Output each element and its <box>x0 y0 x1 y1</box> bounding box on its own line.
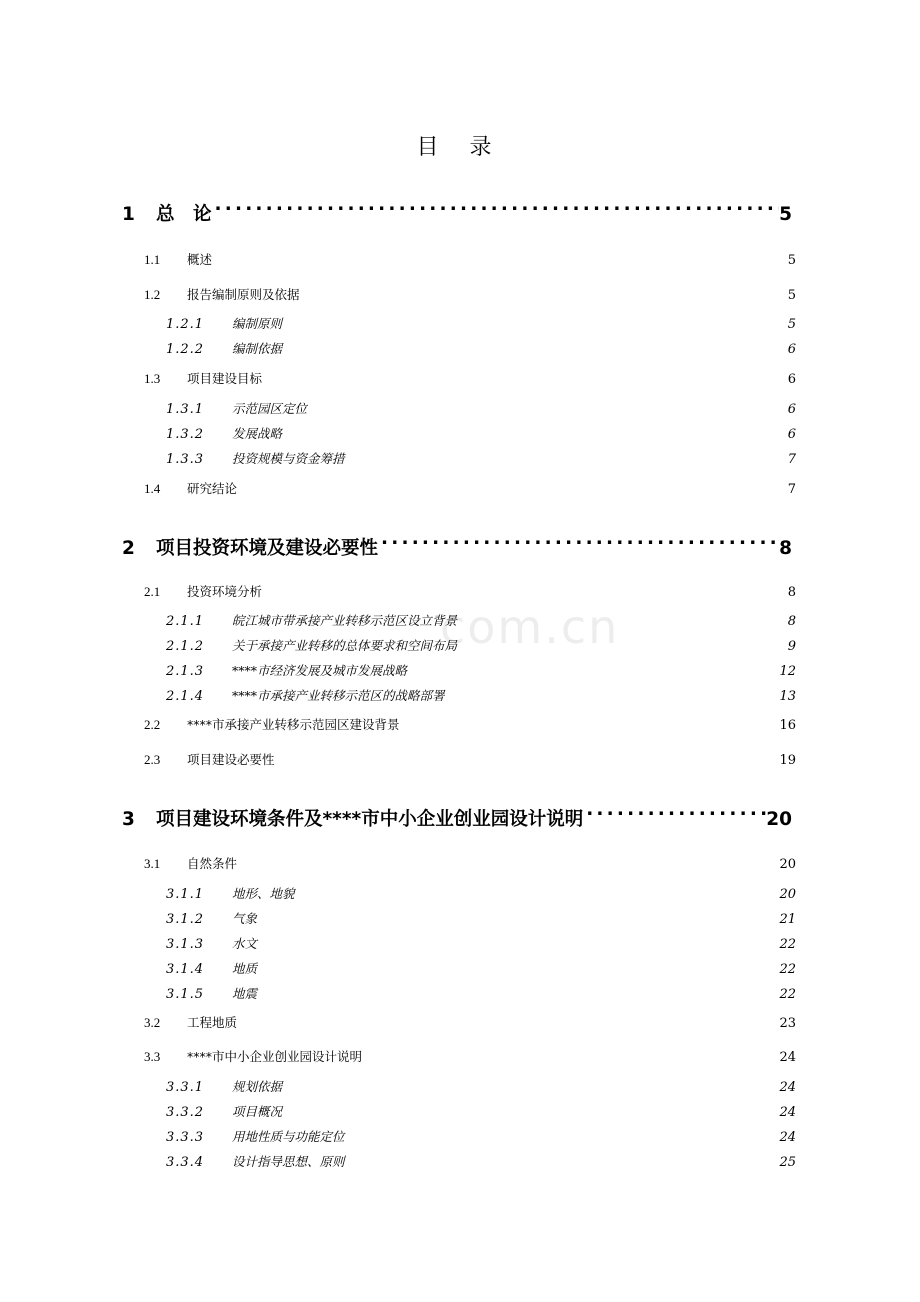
toc-entry-1-3-3[interactable] <box>166 449 796 467</box>
toc-entry-label: 报告编制原则及依据 <box>187 287 300 302</box>
toc-entry-page-number: 24 <box>779 1080 796 1095</box>
toc-entry-label: 用地性质与功能定位 <box>232 1129 345 1144</box>
toc-entry-label: 项目建设环境条件及****市中小企业创业园设计说明 <box>156 809 584 830</box>
toc-entry-1-3[interactable] <box>144 369 796 387</box>
toc-entry-2[interactable] <box>122 530 792 560</box>
toc-entry-number: 1.2 <box>144 287 161 302</box>
toc-entry-page-number: 9 <box>787 639 796 654</box>
toc-entry-1-1[interactable] <box>144 250 796 268</box>
toc-entry-page-number: 23 <box>779 1016 796 1031</box>
toc-entry-label: ****市承接产业转移示范区的战略部署 <box>232 688 445 703</box>
toc-entry-1[interactable] <box>122 196 792 226</box>
toc-entry-label: 规划依据 <box>232 1079 283 1094</box>
toc-entry-3-3-1[interactable] <box>166 1077 796 1095</box>
toc-entry-label: 编制依据 <box>232 341 283 356</box>
toc-entry-number: 3.1.3 <box>166 937 205 952</box>
toc-entry-3-2[interactable] <box>144 1013 796 1031</box>
toc-entry-page-number: 24 <box>779 1130 796 1145</box>
toc-entry-page-number: 21 <box>779 912 796 927</box>
toc-entry-number: 2.1 <box>144 584 161 599</box>
page-title: 目 录 <box>416 135 504 160</box>
toc-entry-label: 研究结论 <box>187 481 238 496</box>
toc-entry-label: 编制原则 <box>232 316 283 331</box>
toc-entry-label: 投资规模与资金筹措 <box>232 451 345 466</box>
toc-entry-label: 关于承接产业转移的总体要求和空间布局 <box>232 638 458 653</box>
toc-entry-number: 2.1.4 <box>166 689 205 704</box>
toc-entry-1-3-2[interactable] <box>166 424 796 442</box>
toc-entry-number: 2.2 <box>144 717 161 732</box>
toc-entry-3-1-1[interactable] <box>166 884 796 902</box>
toc-entry-label: 项目投资环境及建设必要性 <box>156 538 379 559</box>
toc-entry-page-number: 25 <box>779 1155 796 1170</box>
watermark: com.cn <box>440 600 620 654</box>
toc-entry-number: 2.3 <box>144 752 161 767</box>
toc-entry-page-number: 7 <box>787 482 796 497</box>
toc-entry-page-number: 19 <box>779 753 796 768</box>
toc-entry-2-1-4[interactable] <box>166 686 796 704</box>
toc-entry-page-number: 20 <box>779 857 796 872</box>
toc-entry-page-number: 20 <box>779 887 796 902</box>
toc-entry-label: ****市承接产业转移示范园区建设背景 <box>187 717 400 732</box>
toc-entry-number: 3.1 <box>144 856 161 871</box>
toc-entry-number: 1.3.2 <box>166 427 205 442</box>
toc-entry-number: 3.3.2 <box>166 1105 205 1120</box>
toc-entry-page-number: 24 <box>779 1050 796 1065</box>
toc-entry-page-number: 5 <box>779 204 792 225</box>
toc-entry-page-number: 7 <box>787 452 796 467</box>
toc-entry-label: 地震 <box>232 986 258 1001</box>
toc-entry-label: 项目建设目标 <box>187 371 263 386</box>
toc-entry-page-number: 6 <box>787 342 796 357</box>
toc-entry-2-3[interactable] <box>144 750 796 768</box>
toc-entry-page-number: 8 <box>787 614 796 629</box>
toc-entry-page-number: 16 <box>779 718 796 733</box>
toc-entry-number: 3.1.5 <box>166 987 205 1002</box>
toc-entry-page-number: 5 <box>787 288 796 303</box>
toc-entry-page-number: 12 <box>779 664 796 679</box>
toc-entry-label: 发展战略 <box>232 426 283 441</box>
toc-entry-3-3-2[interactable] <box>166 1102 796 1120</box>
toc-entry-label: 工程地质 <box>187 1015 238 1030</box>
toc-entry-label: 皖江城市带承接产业转移示范区设立背景 <box>232 613 458 628</box>
toc-entry-label: 概述 <box>187 252 213 267</box>
toc-entry-3-1-3[interactable] <box>166 934 796 952</box>
toc-entry-label: 项目概况 <box>232 1104 283 1119</box>
toc-entry-number: 3.2 <box>144 1015 161 1030</box>
toc-entry-number: 3.1.2 <box>166 912 205 927</box>
toc-entry-number: 2.1.2 <box>166 639 205 654</box>
dot-leader <box>583 801 766 825</box>
toc-entry-number: 3 <box>122 809 135 830</box>
toc-entry-number: 3.3.3 <box>166 1130 205 1145</box>
toc-entry-1-4[interactable] <box>144 479 796 497</box>
toc-entry-1-3-1[interactable] <box>166 399 796 417</box>
toc-entry-number: 3.3.1 <box>166 1080 205 1095</box>
toc-entry-number: 1 <box>122 204 135 225</box>
toc-entry-number: 3.3.4 <box>166 1155 205 1170</box>
toc-entry-page-number: 20 <box>766 809 792 830</box>
toc-entry-number: 3.3 <box>144 1049 161 1064</box>
toc-entry-page-number: 22 <box>779 937 796 952</box>
toc-entry-label: 投资环境分析 <box>187 584 263 599</box>
toc-entry-label: 地形、地貌 <box>232 886 295 901</box>
toc-entry-1-2-1[interactable] <box>166 314 796 332</box>
toc-entry-1-2-2[interactable] <box>166 339 796 357</box>
toc-entry-page-number: 8 <box>787 585 796 600</box>
toc-entry-1-2[interactable] <box>144 285 796 303</box>
toc-entry-3-3-4[interactable] <box>166 1152 796 1170</box>
toc-entry-3-3[interactable] <box>144 1047 796 1065</box>
toc-entry-3-1-2[interactable] <box>166 909 796 927</box>
toc-entry-number: 2.1.3 <box>166 664 205 679</box>
toc-entry-number: 1.4 <box>144 481 161 496</box>
toc-entry-page-number: 5 <box>787 317 796 332</box>
toc-entry-number: 3.1.1 <box>166 887 205 902</box>
toc-entry-label: 示范园区定位 <box>232 401 308 416</box>
toc-entry-label: 设计指导思想、原则 <box>232 1154 345 1169</box>
toc-entry-label: 地质 <box>232 961 258 976</box>
toc-entry-2-1-2[interactable] <box>166 636 796 654</box>
toc-entry-label: 总 论 <box>156 204 212 225</box>
toc-entry-page-number: 22 <box>779 962 796 977</box>
toc-entry-number: 1.3 <box>144 371 161 386</box>
toc-entry-3-1-5[interactable] <box>166 984 796 1002</box>
toc-entry-2-1-1[interactable] <box>166 611 796 629</box>
toc-entry-label: 项目建设必要性 <box>187 752 275 767</box>
toc-entry-2-2[interactable] <box>144 715 796 733</box>
toc-entry-number: 1.1 <box>144 252 161 267</box>
toc-entry-3[interactable] <box>122 801 792 831</box>
dot-leader <box>378 530 779 554</box>
toc-entry-label: 自然条件 <box>187 856 238 871</box>
toc-entry-page-number: 8 <box>779 538 792 559</box>
toc-entry-number: 1.2.2 <box>166 342 205 357</box>
toc-entry-label: 气象 <box>232 911 258 926</box>
toc-entry-page-number: 5 <box>787 253 796 268</box>
toc-entry-label: ****市经济发展及城市发展战略 <box>232 663 408 678</box>
toc-entry-page-number: 24 <box>779 1105 796 1120</box>
toc-entry-number: 3.1.4 <box>166 962 205 977</box>
toc-entry-page-number: 6 <box>787 427 796 442</box>
toc-entry-3-1[interactable] <box>144 854 796 872</box>
toc-entry-3-1-4[interactable] <box>166 959 796 977</box>
toc-entry-2-1[interactable] <box>144 582 796 600</box>
toc-entry-2-1-3[interactable] <box>166 661 796 679</box>
toc-entry-page-number: 13 <box>779 689 796 704</box>
toc-entry-label: 水文 <box>232 936 258 951</box>
toc-entry-number: 1.3.1 <box>166 402 205 417</box>
toc-entry-label: ****市中小企业创业园设计说明 <box>187 1049 363 1064</box>
toc-entry-3-3-3[interactable] <box>166 1127 796 1145</box>
dot-leader <box>212 196 780 220</box>
toc-entry-page-number: 6 <box>787 372 796 387</box>
toc-entry-number: 2 <box>122 538 135 559</box>
toc-entry-number: 1.2.1 <box>166 317 205 332</box>
toc-entry-number: 1.3.3 <box>166 452 205 467</box>
toc-entry-number: 2.1.1 <box>166 614 205 629</box>
toc-entry-page-number: 22 <box>779 987 796 1002</box>
toc-entry-page-number: 6 <box>787 402 796 417</box>
